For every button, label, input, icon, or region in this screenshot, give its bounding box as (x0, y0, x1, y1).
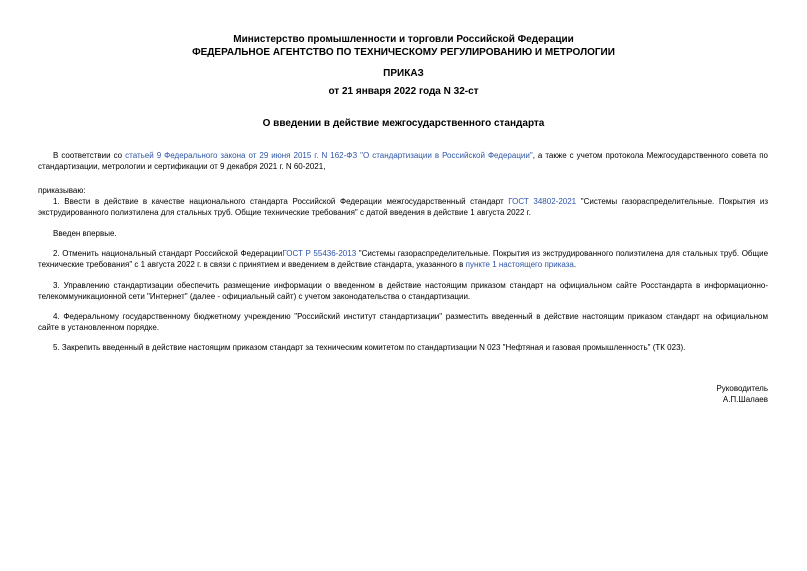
gost-r-55436-link[interactable]: ГОСТ Р 55436-2013 (282, 249, 357, 258)
document-title: О введении в действие межгосударственного стандарта (262, 118, 545, 129)
ministry-name: Министерство промышленности и торговли Российской Федерации (233, 34, 574, 45)
document-type: ПРИКАЗ (383, 68, 424, 79)
item-4-paragraph: 4. Федеральному государственному бюджетному учреждению "Российский институт стандартизации" разместить введенный в действие настоящим приказом стандарт на официальном сайте в установленном порядке. (38, 312, 768, 332)
item-5-paragraph: 5. Закрепить введенный в действие настоящим приказом стандарт за техническим комитетом по стандартизации N 023 "Нефтяная и газовая промышленность" (ТК 023). (53, 343, 686, 352)
signatory-position: Руководитель (716, 384, 768, 393)
signatory-name: А.П.Шалаев (722, 395, 768, 404)
federal-law-link[interactable]: статьей 9 Федерального закона от 29 июня 2015 г. N 162-ФЗ "О стандартизации в Российской Федерации" (125, 151, 533, 160)
item-3-paragraph: 3. Управлению стандартизации обеспечить размещение информации о введенном в действие настоящим приказом стандарт на официальном сайте Росстандарта в информационно-телекоммуникационной сети "Интернет" (далее - официальный сайт) с учетом законодательства о стандартизации. (38, 281, 768, 301)
gost-34802-link[interactable]: ГОСТ 34802-2021 (508, 197, 577, 206)
item-2-text-before: 2. Отменить национальный стандарт Российской Федерации (53, 249, 283, 258)
preamble-text-after: , а также с учетом протокола Межгосударственного совета по стандартизации, метрологии и сертификации от 9 декабря 2021 г. N 60-2021, (38, 151, 768, 171)
item-2-paragraph (38, 248, 768, 270)
preamble-paragraph (38, 150, 768, 172)
signature-block (716, 383, 768, 405)
item-1-text-before: 1. Ввести в действие в качестве национального стандарта Российской Федерации межгосударственный стандарт (53, 197, 509, 206)
document-header (0, 33, 807, 59)
preamble-text-before: В соответствии со (53, 151, 126, 160)
order-word: приказываю: (38, 186, 86, 195)
document-date-number: от 21 января 2022 года N 32-ст (328, 86, 479, 97)
item-1-reference-link[interactable]: пункте 1 настоящего приказа (465, 260, 574, 269)
introduced-first-time: Введен впервые. (53, 229, 117, 238)
agency-name: ФЕДЕРАЛЬНОЕ АГЕНТСТВО ПО ТЕХНИЧЕСКОМУ РЕГУЛИРОВАНИЮ И МЕТРОЛОГИИ (192, 47, 615, 58)
item-1-paragraph (38, 196, 768, 218)
item-1-text-after: "Системы газораспределительные. Покрытия из экструдированного полиэтилена для стальных труб. Общие технические требования" с датой введения в действие 1 августа 2022 г. (38, 197, 768, 217)
item-2-text-middle: "Системы газораспределительные. Покрытия из экструдированного полиэтилена для стальных труб. Общие технические требования" с 1 августа 2022 г. в связи с принятием и введением в действие стандарта, указанного в (38, 249, 769, 269)
item-2-text-after: . (573, 260, 577, 269)
